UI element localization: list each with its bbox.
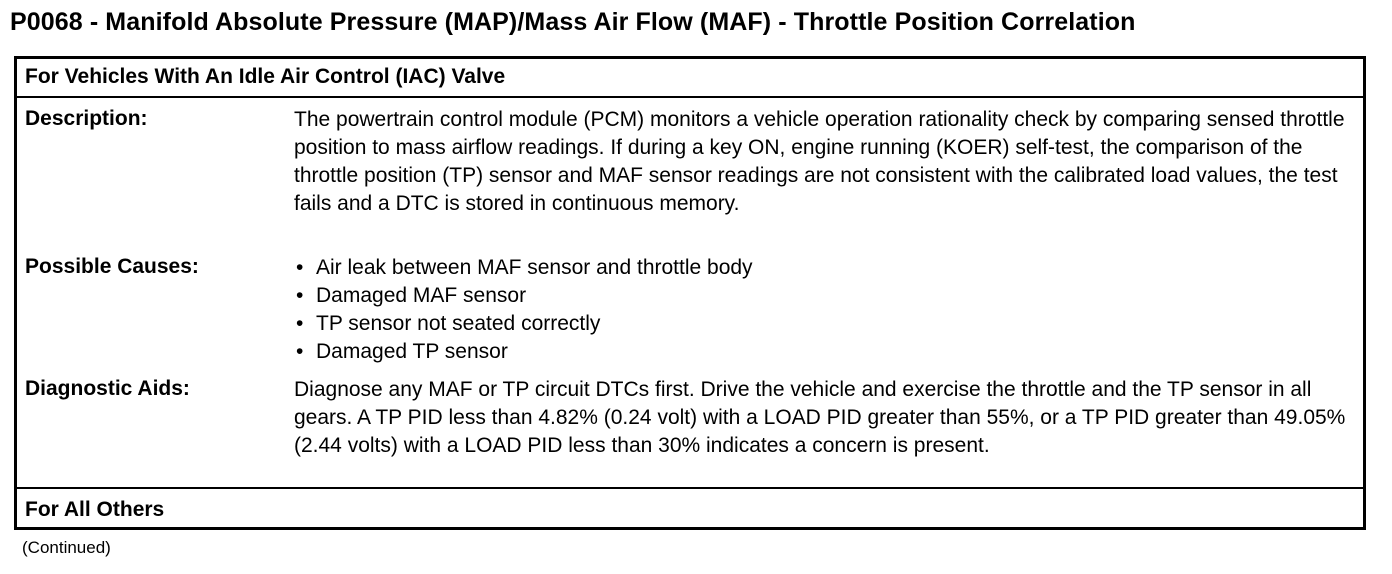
page-title: P0068 - Manifold Absolute Pressure (MAP)/Mass Air Flow (MAF) - Throttle Position Correlation <box>10 8 1136 36</box>
diagnostic-aids-text: Diagnose any MAF or TP circuit DTCs first. Drive the vehicle and exercise the throttle and the TP sensor in all gears. A TP PID less than 4.82% (0.24 volt) with a LOAD PID greater than 55%, or a TP PID greater than 49.05% (2.44 volts) with a LOAD PID less than 30% indicates a concern is present. <box>294 378 1346 457</box>
list-item <box>294 310 753 338</box>
possible-causes-list <box>294 254 753 366</box>
description-label: Description: <box>25 107 148 130</box>
divider-iac <box>17 96 1363 98</box>
bullet: • <box>296 256 304 279</box>
cause-text: Air leak between MAF sensor and throttle body <box>316 256 753 279</box>
diagnostic-aids-label: Diagnostic Aids: <box>25 377 190 400</box>
list-item <box>294 282 753 310</box>
description-text: The powertrain control module (PCM) monitors a vehicle operation rationality check by comparing sensed throttle position to mass airflow readings. If during a key ON, engine running (KOER) self-test, the comparison of the throttle position (TP) sensor and MAF sensor readings are not consistent with the calibrated load values, the test fails and a DTC is stored in continuous memory. <box>294 108 1345 215</box>
bullet: • <box>296 284 304 307</box>
divider-others <box>17 487 1363 489</box>
continued-note: (Continued) <box>22 538 111 557</box>
cause-text: TP sensor not seated correctly <box>316 312 601 335</box>
bullet: • <box>296 340 304 363</box>
dtc-info-table <box>14 56 1366 530</box>
section-header-others: For All Others <box>25 498 165 521</box>
cause-text: Damaged MAF sensor <box>316 284 527 307</box>
bullet: • <box>296 312 304 335</box>
section-header-iac: For Vehicles With An Idle Air Control (IAC) Valve <box>25 65 506 88</box>
list-item <box>294 254 753 282</box>
cause-text: Damaged TP sensor <box>316 340 508 363</box>
list-item <box>294 338 753 366</box>
possible-causes-label: Possible Causes: <box>25 255 199 278</box>
